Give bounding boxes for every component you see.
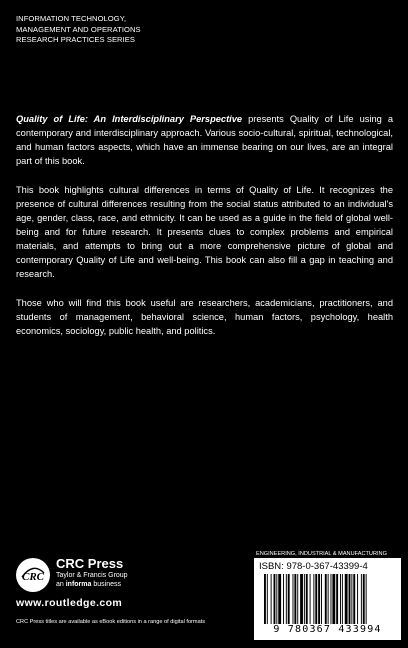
paragraph-1-text: presents Quality of Life using a contemporary and interdisciplinary approach. Various socio-cultural, spiritual, technological, and human factors aspects, which have an immense bearing on our lives, are an integral part of this book. — [16, 114, 393, 167]
barcode-bar — [274, 574, 276, 624]
barcode-bar — [306, 574, 308, 624]
barcode-bar — [286, 574, 287, 624]
barcode-digits: 9 780367 433994 — [273, 624, 382, 635]
series-line: MANAGEMENT AND OPERATIONS — [16, 24, 141, 34]
barcode-bar — [361, 574, 362, 624]
barcode-bar — [300, 574, 303, 624]
barcode-bar — [318, 574, 320, 624]
barcode-bar — [351, 574, 352, 624]
description-paragraph-2: This book highlights cultural differences in terms of Quality of Life. It recognizes the presence of cultural differences resulting from the social status attributed to an individual's age, gender, class, race, and ethnicity. It can be used as a guide in the field of global well-being and for future research. It presents clues to complex problems and empirical materials, and attempts to bring out a more comprehensive picture of global and contemporary Quality of Life and well-being. This book can also fill a gap in teaching and research. — [16, 184, 393, 280]
barcode-bar — [342, 574, 343, 624]
barcode-bar — [304, 574, 305, 624]
barcode-bar — [328, 574, 329, 624]
barcode-bar — [315, 574, 317, 624]
publisher-name: CRC Press — [56, 556, 124, 571]
barcode-bars — [260, 574, 395, 624]
barcode-bar — [293, 574, 294, 624]
barcode-bar — [267, 574, 268, 624]
ebook-note: CRC Press titles are available as eBook editions in a range of digital formats — [16, 619, 206, 625]
series-line: INFORMATION TECHNOLOGY, — [16, 14, 127, 23]
barcode-bar — [310, 574, 311, 624]
barcode-bar — [321, 574, 322, 624]
publisher-block — [56, 557, 128, 589]
book-title-italic: Quality of Life: An Interdisciplinary Perspective — [16, 114, 243, 124]
publisher-website: www.routledge.com — [16, 597, 123, 609]
barcode-bar — [325, 574, 327, 624]
barcode-bar — [264, 574, 266, 624]
barcode-bar — [366, 574, 367, 624]
barcode-bar — [332, 574, 335, 624]
logo-text: CRC — [21, 571, 45, 583]
isbn-text: ISBN: 978-0-367-43399-4 — [259, 561, 368, 572]
barcode-bar — [288, 574, 290, 624]
barcode-bar — [283, 574, 284, 624]
barcode-bar — [294, 574, 296, 624]
description-paragraph-3: Those who will find this book useful are researchers, academicians, practitioners, and students of management, behavioral science, human factors, psychology, health economics, sociology, public health, and politics. — [16, 298, 393, 337]
barcode-bar — [349, 574, 351, 624]
description-paragraph-1 — [16, 112, 393, 168]
barcode-bar — [363, 574, 365, 624]
publisher-informa: an informa business — [56, 581, 121, 588]
barcode-bar — [345, 574, 348, 624]
barcode-bar — [271, 574, 272, 624]
barcode-bar — [313, 574, 314, 624]
crc-press-logo — [16, 558, 50, 592]
back-cover-description — [16, 112, 393, 353]
barcode-bar — [276, 574, 277, 624]
barcode-bar — [278, 574, 281, 624]
series-title — [16, 14, 141, 46]
barcode-bar — [297, 574, 298, 624]
barcode-bar — [357, 574, 358, 624]
barcode-bar — [336, 574, 338, 624]
barcode-bar — [331, 574, 332, 624]
publisher-group: Taylor & Francis Group — [56, 572, 128, 579]
series-line: RESEARCH PRACTICES SERIES — [16, 35, 135, 45]
subject-category: ENGINEERING, INDUSTRIAL & MANUFACTURING — [256, 551, 387, 557]
barcode-bar — [340, 574, 341, 624]
barcode-block — [254, 558, 401, 640]
barcode-bar — [353, 574, 355, 624]
